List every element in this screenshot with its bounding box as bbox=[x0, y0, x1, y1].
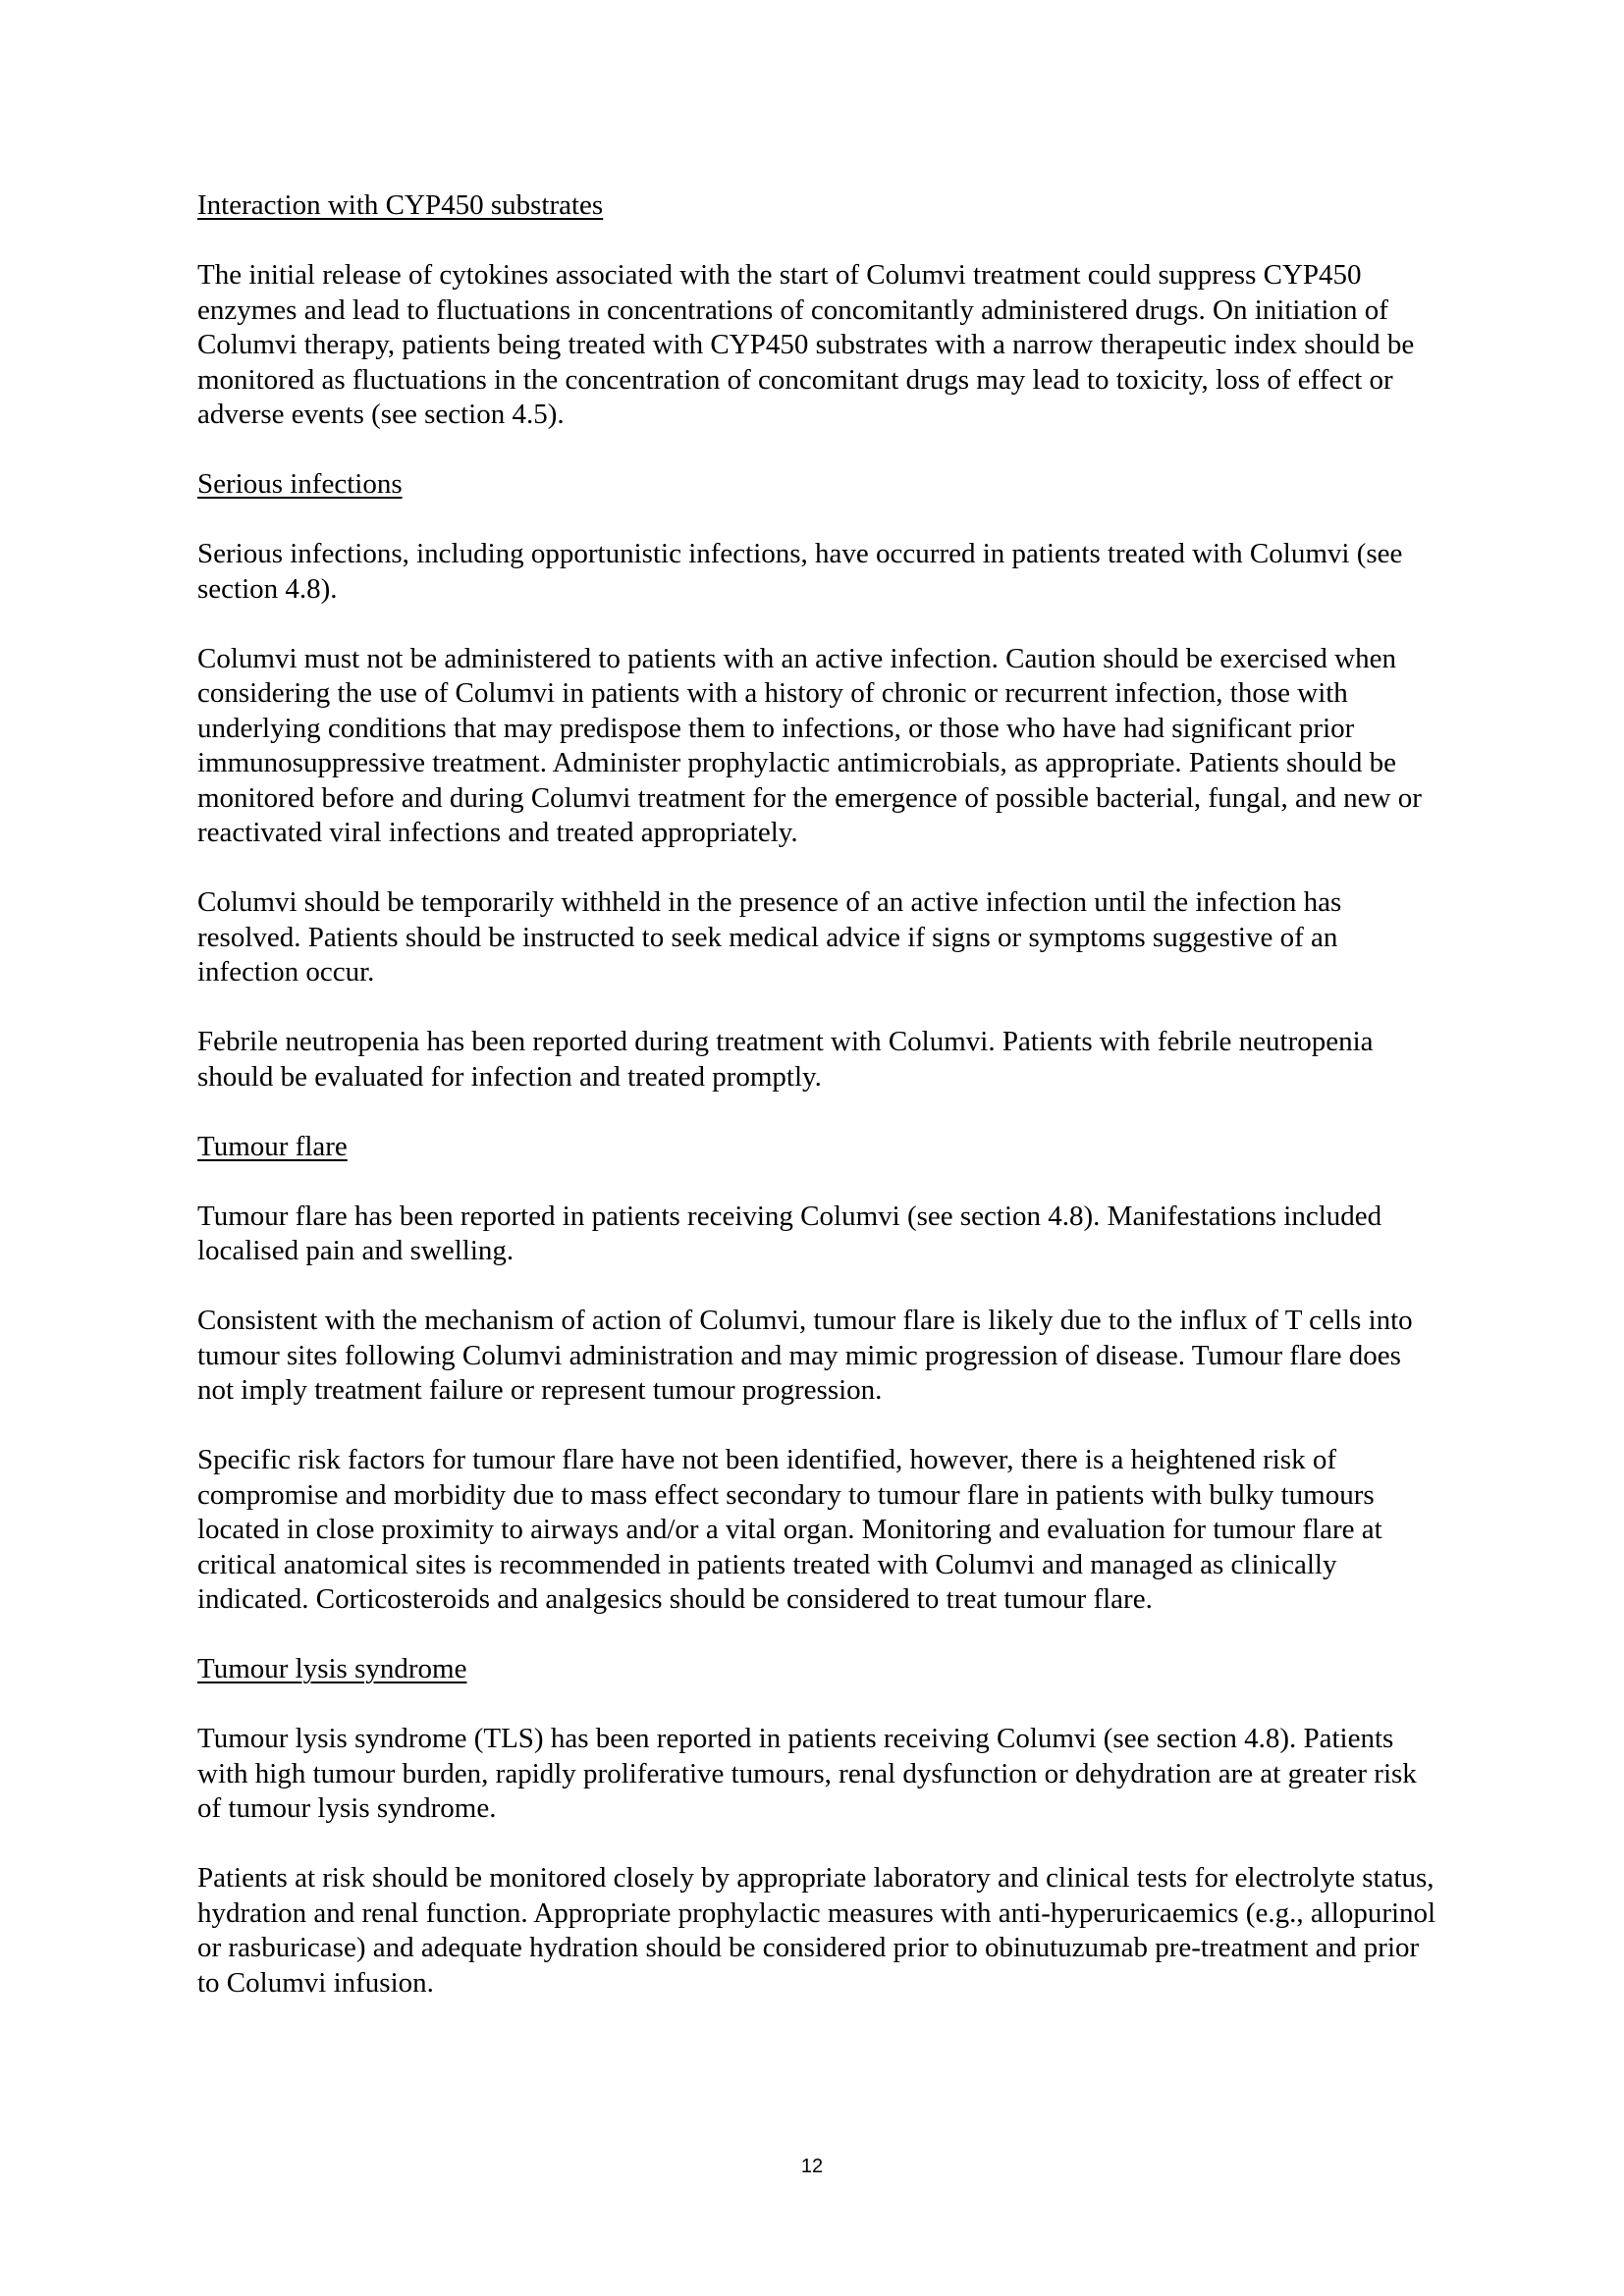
paragraph: The initial release of cytokines associated with the start of Columvi treatment could suppress CYP450 enzymes and lead to fluctuations in concentrations of concomitantly administered drugs. On initiation of Columvi therapy, patients being treated with CYP450 substrates with a narrow therapeutic index should be monitored as fluctuations in the concentration of concomitant drugs may lead to toxicity, loss of effect or adverse events (see section 4.5). bbox=[197, 259, 1415, 430]
paragraph: Columvi should be temporarily withheld in the presence of an active infection until the infection has resolved. Patients should be instructed to seek medical advice if signs or symptoms suggestive of an infection occur. bbox=[197, 886, 1342, 988]
section-heading-tumour-lysis-syndrome: Tumour lysis syndrome bbox=[197, 1653, 467, 1684]
paragraph: Patients at risk should be monitored closely by appropriate laboratory and clinical tests for electrolyte status, hydration and renal function. Appropriate prophylactic measures with anti-hyperuricaemics (e.g., allopurinol or rasburicase) and adequate hydration should be considered prior to obinutuzumab pre-treatment and prior to Columvi infusion. bbox=[197, 1862, 1436, 1999]
paragraph: Serious infections, including opportunistic infections, have occurred in patients treated with Columvi (see section 4.8). bbox=[197, 538, 1403, 605]
page-content bbox=[197, 188, 1444, 2036]
paragraph: Specific risk factors for tumour flare have not been identified, however, there is a heightened risk of compromise and morbidity due to mass effect secondary to tumour flare in patients with bulky tumours located in close proximity to airways and/or a vital organ. Monitoring and evaluation for tumour flare at critical anatomical sites is recommended in patients treated with Columvi and managed as clinically indicated. Corticosteroids and analgesics should be considered to treat tumour flare. bbox=[197, 1444, 1382, 1615]
paragraph: Febrile neutropenia has been reported during treatment with Columvi. Patients with febrile neutropenia should be evaluated for infection and treated promptly. bbox=[197, 1026, 1374, 1093]
paragraph: Columvi must not be administered to patients with an active infection. Caution should be exercised when considering the use of Columvi in patients with a history of chronic or recurrent infection, those with underlying conditions that may predispose them to infections, or those who have had significant prior immunosuppressive treatment. Administer prophylactic antimicrobials, as appropriate. Patients should be monitored before and during Columvi treatment for the emergence of possible bacterial, fungal, and new or reactivated viral infections and treated appropriately. bbox=[197, 642, 1422, 848]
section-heading-cyp450: Interaction with CYP450 substrates bbox=[197, 189, 604, 221]
section-heading-tumour-flare: Tumour flare bbox=[197, 1130, 348, 1162]
paragraph: Consistent with the mechanism of action of Columvi, tumour flare is likely due to the influx of T cells into tumour sites following Columvi administration and may mimic progression of disease. Tumour flare does not imply treatment failure or represent tumour progression. bbox=[197, 1305, 1413, 1406]
section-heading-serious-infections: Serious infections bbox=[197, 468, 403, 500]
paragraph: Tumour lysis syndrome (TLS) has been reported in patients receiving Columvi (see section 4.8). Patients with high tumour burden, rapidly proliferative tumours, renal dysfunction or dehydration are at greater risk of tumour lysis syndrome. bbox=[197, 1723, 1417, 1824]
page-number: 12 bbox=[800, 2156, 824, 2177]
paragraph: Tumour flare has been reported in patients receiving Columvi (see section 4.8). Manifestations included localised pain and swelling. bbox=[197, 1200, 1382, 1266]
